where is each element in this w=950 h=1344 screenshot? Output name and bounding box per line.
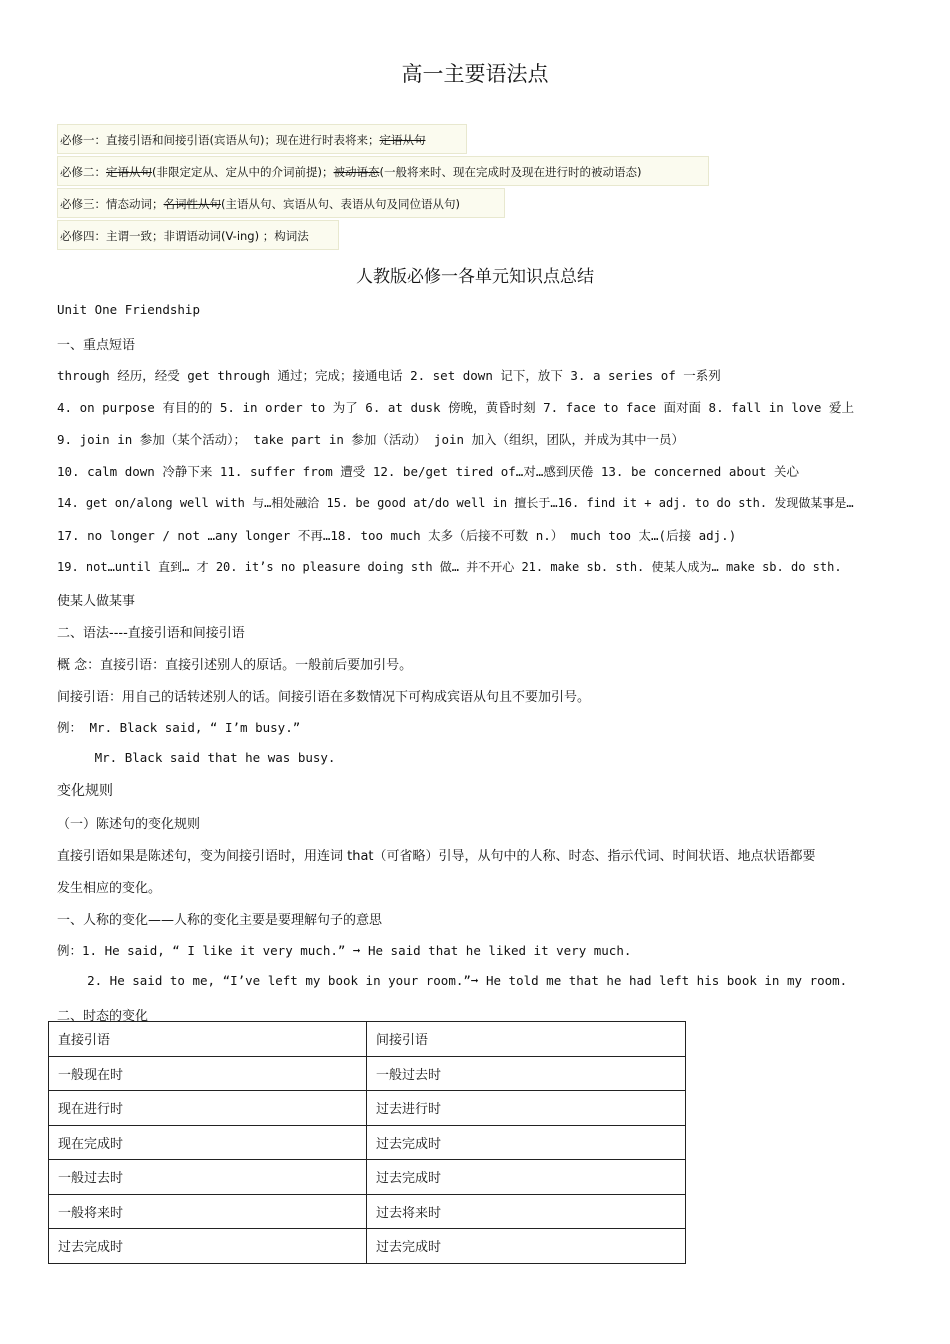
example-direct: 例： Mr. Black said, “ I’m busy.” — [57, 720, 301, 735]
example-indirect: Mr. Black said that he was busy. — [57, 750, 336, 765]
table-cell: 现在完成时 — [49, 1125, 367, 1160]
module-3-text: 必修三：情态动词； — [60, 197, 164, 211]
example-person-1: 例：1. He said, “ I like it very much.” ➞ He said that he liked it very much. — [57, 943, 632, 958]
table-cell: 一般将来时 — [49, 1194, 367, 1229]
table-header-row — [49, 1022, 686, 1057]
heading-tense-change: 二、时态的变化 — [57, 1009, 149, 1024]
table-cell: 一般过去时 — [49, 1160, 367, 1195]
unit-title: Unit One Friendship — [57, 302, 200, 317]
module-4-text: 必修四：主谓一致；非谓语动词(V-ing) ；构词法 — [60, 229, 309, 243]
module-4-note — [57, 220, 339, 250]
concept-line: 概 念：直接引语：直接引述别人的原话。一般前后要加引号。 — [57, 658, 413, 673]
phrase-line-3: 9. join in 参加（某个活动）； take part in 参加（活动） join 加入（组织，团队，并成为其中一员） — [57, 432, 685, 447]
module-2-note — [57, 156, 709, 186]
heading-statement-rules: （一）陈述句的变化规则 — [57, 817, 201, 832]
table-cell: 过去完成时 — [367, 1125, 686, 1160]
section-subtitle: 人教版必修一各单元知识点总结 — [356, 267, 594, 287]
table-row — [49, 1091, 686, 1126]
phrase-line-1: through 经历，经受 get through 通过；完成；接通电话 2. set down 记下，放下 3. a series of 一系列 — [57, 368, 721, 383]
module-3-note — [57, 188, 505, 218]
indirect-speech-line: 间接引语：用自己的话转述别人的话。间接引语在多数情况下可构成宾语从句且不要加引号。 — [57, 690, 591, 705]
tense-change-table — [48, 1021, 686, 1264]
table-cell: 一般过去时 — [367, 1056, 686, 1091]
rule-paragraph-2: 发生相应的变化。 — [57, 881, 162, 896]
table-cell: 过去完成时 — [367, 1229, 686, 1264]
module-2-struck: 定语从句 — [106, 165, 152, 179]
phrase-line-4: 10. calm down 冷静下来 11. suffer from 遭受 12. be/get tired of…对…感到厌倦 13. be concerned about 关心 — [57, 464, 799, 479]
page-title: 高一主要语法点 — [401, 62, 549, 86]
table-cell: 一般现在时 — [49, 1056, 367, 1091]
table-row — [49, 1160, 686, 1195]
phrase-line-5: 14. get on/along well with 与…相处融洽 15. be good at/do well in 擅长于…16. find it + adj. to do sth. 发现做某事是… — [57, 496, 854, 510]
heading-rules: 变化规则 — [57, 783, 113, 799]
heading-grammar: 二、语法----直接引语和间接引语 — [57, 626, 245, 641]
table-header-cell: 直接引语 — [49, 1022, 367, 1057]
table-cell: 过去进行时 — [367, 1091, 686, 1126]
table-header-cell: 间接引语 — [367, 1022, 686, 1057]
module-1-note — [57, 124, 467, 154]
table-row — [49, 1194, 686, 1229]
module-1-text: 必修一：直接引语和间接引语(宾语从句)；现在进行时表将来； — [60, 133, 380, 147]
table-cell: 过去将来时 — [367, 1194, 686, 1229]
module-3-text-b: (主语从句、宾语从句、表语从句及同位语从句) — [221, 197, 460, 211]
table-cell: 过去完成时 — [367, 1160, 686, 1195]
phrase-line-7: 19. not…until 直到… 才 20. it’s no pleasure doing sth 做… 并不开心 21. make sb. sth. 使某人成为… make sb. do sth. — [57, 560, 842, 574]
table-cell: 过去完成时 — [49, 1229, 367, 1264]
example-person-2: 2. He said to me, “I’ve left my book in your room.”➞ He told me that he had left his book in my room. — [57, 973, 848, 988]
module-3-struck: 名词性从句 — [163, 197, 221, 211]
module-2-text: 必修二： — [60, 165, 106, 179]
heading-person-change: 一、人称的变化——人称的变化主要是要理解句子的意思 — [57, 913, 383, 928]
module-2-text-b: (非限定定从、定从中的介词前提)； — [152, 165, 334, 179]
module-2-text-c: (一般将来时、现在完成时及现在进行时的被动语态) — [379, 165, 642, 179]
phrase-line-2: 4. on purpose 有目的的 5. in order to 为了 6. at dusk 傍晚，黄昏时刻 7. face to face 面对面 8. fall in love 爱上 — [57, 400, 854, 415]
table-cell: 现在进行时 — [49, 1091, 367, 1126]
module-2-struck-b: 被动语态 — [333, 165, 380, 179]
table-row — [49, 1125, 686, 1160]
phrase-line-8: 使某人做某事 — [57, 594, 136, 609]
rule-paragraph-1: 直接引语如果是陈述句，变为间接引语时，用连词 that（可省略）引导，从句中的人称、时态、指示代词、时间状语、地点状语都要 — [57, 849, 816, 864]
module-1-struck: 定语从句 — [379, 133, 426, 147]
heading-phrases: 一、重点短语 — [57, 338, 136, 353]
table-row — [49, 1056, 686, 1091]
table-row — [49, 1229, 686, 1264]
phrase-line-6: 17. no longer / not …any longer 不再…18. too much 太多（后接不可数 n.） much too 太…(后接 adj.) — [57, 528, 737, 543]
